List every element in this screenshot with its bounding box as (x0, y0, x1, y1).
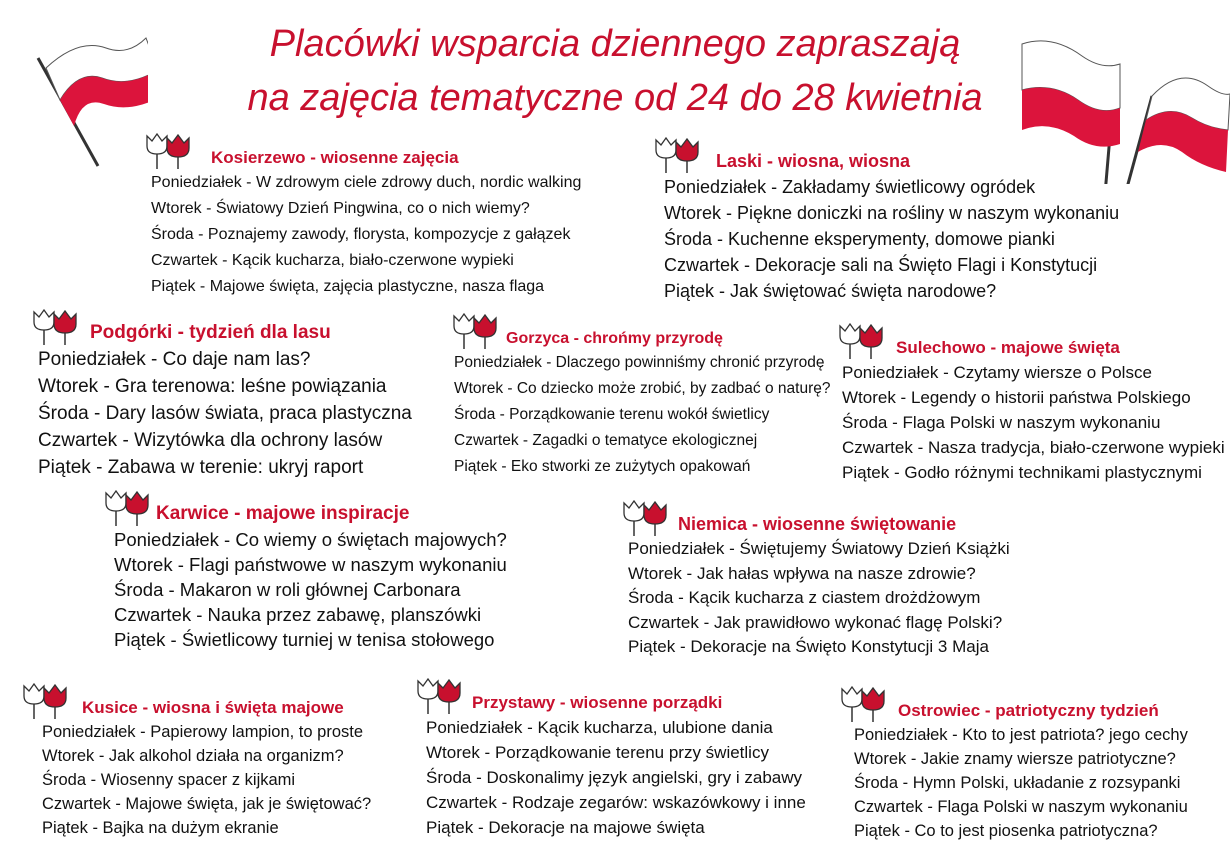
schedule-item: Czwartek - Rodzaje zegarów: wskazówkowy i inne (426, 793, 806, 812)
schedule-item: Wtorek - Piękne doniczki na rośliny w naszym wykonaniu (664, 203, 1120, 223)
schedule-item: Wtorek - Jakie znamy wiersze patriotyczne? (854, 750, 1176, 768)
block-ostrowiec (838, 683, 1188, 843)
block-title: Ostrowiec - patriotyczny tydzień (898, 701, 1159, 720)
block-title: Sulechowo - majowe święta (896, 338, 1120, 357)
schedule-item: Piątek - Co to jest piosenka patriotyczna? (854, 822, 1158, 840)
schedule-item: Środa - Kuchenne eksperymenty, domowe pianki (664, 229, 1055, 249)
schedule-item: Środa - Makaron w roli głównej Carbonara (114, 579, 461, 600)
schedule-item: Czwartek - Wizytówka dla ochrony lasów (38, 430, 383, 451)
schedule-item: Wtorek - Jak alkohol działa na organizm? (42, 747, 344, 765)
block-title: Kusice - wiosna i święta majowe (82, 698, 344, 717)
schedule-item: Wtorek - Legendy o historii państwa Polskiego (842, 388, 1191, 407)
schedule-item: Poniedziałek - Zakładamy świetlicowy ogródek (664, 177, 1036, 197)
tulip-icon (838, 683, 890, 723)
schedule-item: Piątek - Majowe święta, zajęcia plastyczne, nasza flaga (151, 278, 545, 295)
schedule-item: Poniedziałek - Kącik kucharza, ulubione dania (426, 718, 773, 737)
schedule-item: Środa - Kącik kucharza z ciastem drożdżowym (628, 588, 981, 607)
block-niemica (620, 497, 1010, 660)
block-przystawy (414, 675, 806, 840)
schedule-item: Wtorek - Co dziecko może zrobić, by zadbać o naturę? (454, 380, 831, 397)
tulip-icon (20, 680, 72, 720)
tulip-icon (652, 134, 704, 174)
schedule-item: Poniedziałek - Dlaczego powinniśmy chronić przyrodę (454, 354, 825, 371)
tulip-icon (450, 310, 502, 350)
block-title: Podgórki - tydzień dla lasu (90, 322, 331, 343)
schedule-item: Czwartek - Majowe święta, jak je świętować? (42, 795, 372, 813)
block-sulechowo (836, 320, 1225, 485)
tulip-icon (620, 497, 672, 537)
schedule-item: Piątek - Dekoracje na majowe święta (426, 818, 705, 837)
schedule-item: Piątek - Eko stworki ze zużytych opakowań (454, 458, 751, 475)
page-title-line-1: Placówki wsparcia dziennego zapraszają (269, 23, 961, 65)
schedule-item: Środa - Wiosenny spacer z kijkami (42, 771, 296, 789)
schedule-item: Poniedziałek - Świętujemy Światowy Dzień Książki (628, 539, 1010, 558)
block-kusice (20, 680, 371, 840)
schedule-item: Środa - Doskonalimy język angielski, gry i zabawy (426, 768, 803, 787)
schedule-item: Czwartek - Flaga Polski w naszym wykonaniu (854, 798, 1188, 816)
schedule-item: Poniedziałek - Papierowy lampion, to proste (42, 723, 364, 741)
page-title-line-2: na zajęcia tematyczne od 24 do 28 kwietnia (247, 77, 983, 119)
schedule-item: Czwartek - Dekoracje sali na Święto Flagi i Konstytucji (664, 255, 1098, 275)
schedule-item: Poniedziałek - Co wiemy o świętach majowych? (114, 529, 507, 550)
schedule-item: Wtorek - Gra terenowa: leśne powiązania (38, 376, 387, 397)
schedule-item: Piątek - Godło różnymi technikami plastycznymi (842, 463, 1202, 482)
schedule-item: Poniedziałek - Co daje nam las? (38, 349, 311, 370)
schedule-item: Czwartek - Nauka przez zabawę, planszówki (114, 604, 482, 625)
block-podgorki (30, 306, 412, 481)
tulip-icon (836, 320, 888, 360)
tulip-icon (102, 487, 154, 527)
schedule-item: Piątek - Dekoracje na Święto Konstytucji 3 Maja (628, 637, 989, 656)
block-title: Przystawy - wiosenne porządki (472, 693, 723, 712)
schedule-item: Czwartek - Jak prawidłowo wykonać flagę Polski? (628, 612, 1003, 632)
schedule-item: Środa - Flaga Polski w naszym wykonaniu (842, 413, 1161, 432)
block-title: Laski - wiosna, wiosna (716, 151, 911, 171)
block-gorzyca (450, 310, 830, 480)
schedule-item: Piątek - Świetlicowy turniej w tenisa stołowego (114, 629, 495, 650)
block-title: Kosierzewo - wiosenne zajęcia (211, 148, 459, 167)
schedule-item: Poniedziałek - Kto to jest patriota? jego cechy (854, 726, 1188, 744)
schedule-item: Piątek - Bajka na dużym ekranie (42, 819, 279, 837)
block-title: Karwice - majowe inspiracje (156, 503, 410, 524)
tulip-icon (143, 130, 195, 170)
schedule-item: Wtorek - Jak hałas wpływa na nasze zdrowie? (628, 563, 976, 583)
block-kosierzewo (143, 130, 581, 300)
polish-flag-icon (28, 18, 148, 168)
block-karwice (102, 487, 507, 652)
schedule-item: Środa - Poznajemy zawody, florysta, kompozycje z gałązek (151, 226, 571, 243)
schedule-item: Czwartek - Kącik kucharza, biało-czerwone wypieki (151, 252, 514, 269)
tulip-icon (30, 306, 82, 346)
schedule-item: Środa - Porządkowanie terenu wokół świetlicy (454, 406, 770, 423)
schedule-item: Poniedziałek - W zdrowym ciele zdrowy duch, nordic walking (151, 174, 582, 191)
schedule-item: Poniedziałek - Czytamy wiersze o Polsce (842, 363, 1152, 382)
schedule-item: Piątek - Jak świętować święta narodowe? (664, 281, 997, 301)
schedule-item: Środa - Dary lasów świata, praca plastyczna (38, 403, 412, 424)
block-title: Niemica - wiosenne świętowanie (678, 514, 957, 534)
schedule-item: Czwartek - Nasza tradycja, biało-czerwone wypieki (842, 438, 1225, 457)
tulip-icon (414, 675, 466, 715)
block-title: Gorzyca - chrońmy przyrodę (506, 330, 723, 347)
schedule-item: Środa - Hymn Polski, układanie z rozsypanki (854, 774, 1181, 792)
schedule-item: Czwartek - Zagadki o tematyce ekologicznej (454, 432, 758, 449)
schedule-item: Wtorek - Światowy Dzień Pingwina, co o nich wiemy? (151, 200, 530, 217)
block-laski (652, 134, 1119, 304)
schedule-item: Wtorek - Porządkowanie terenu przy świetlicy (426, 743, 769, 762)
schedule-item: Piątek - Zabawa w terenie: ukryj raport (38, 457, 364, 478)
schedule-item: Wtorek - Flagi państwowe w naszym wykonaniu (114, 554, 507, 575)
